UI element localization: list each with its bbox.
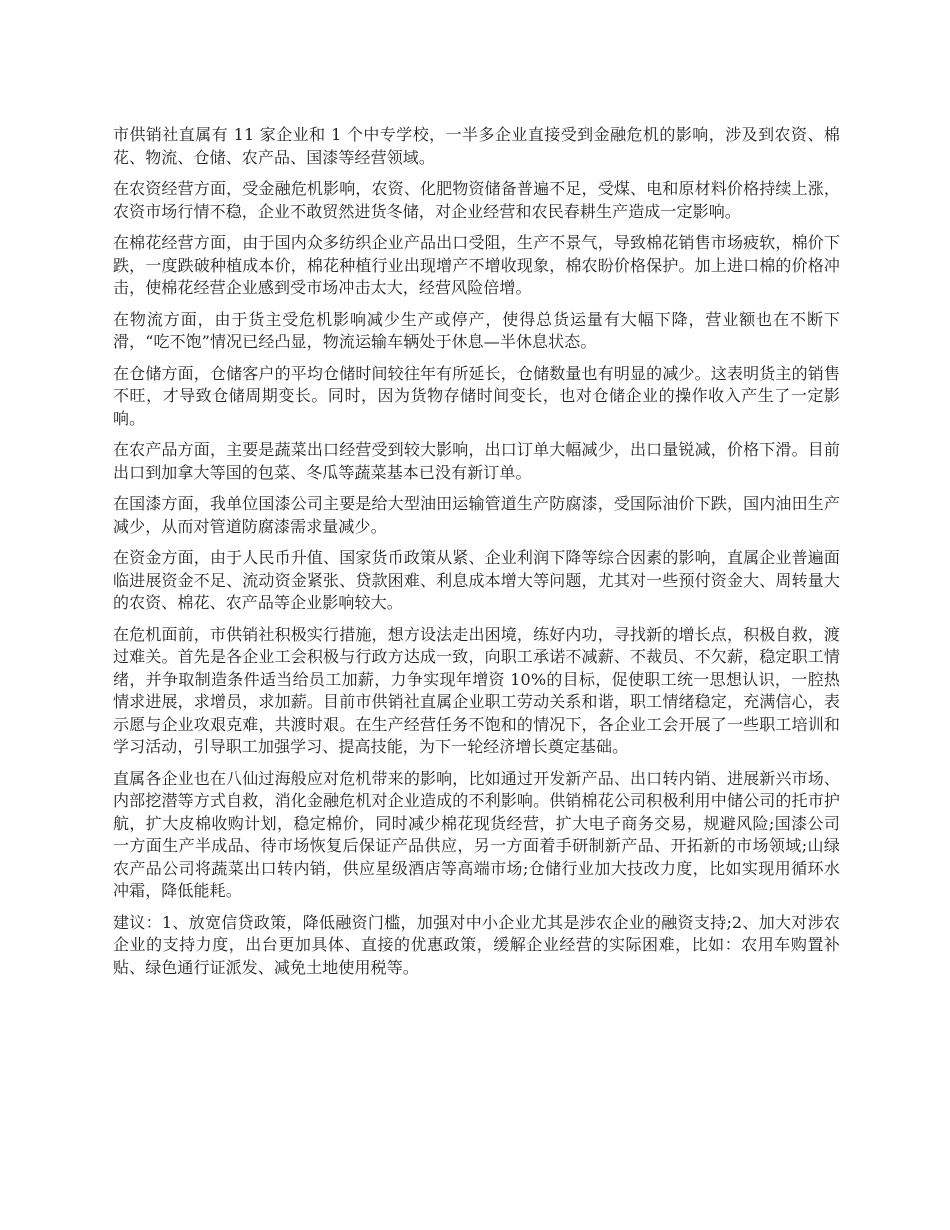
paragraph-logistics: 在物流方面，由于货主受危机影响减少生产或停产，使得总货运量有大幅下降，营业额也在不断下滑，“吃不饱”情况已经凸显，物流运输车辆处于休息—半休息状态。 [113, 309, 840, 351]
paragraph-funding: 在资金方面，由于人民币升值、国家货币政策从紧、企业利润下降等综合因素的影响，直属企业普遍面临进展资金不足、流动资金紧张、贷款困难、利息成本增大等问题，尤其对一些预付资金大、周转量大的农资、棉花、农产品等企业影响较大。 [113, 548, 840, 612]
paragraph-enterprise-measures: 直属各企业也在八仙过海般应对危机带来的影响，比如通过开发新产品、出口转内销、进展新兴市场、内部挖潜等方式自救，消化金融危机对企业造成的不利影响。供销棉花公司积极利用中储公司的托市护航，扩大皮棉收购计划，稳定棉价，同时减少棉花现货经营，扩大电子商务交易，规避风险;国漆公司一方面生产半成品、待市场恢复后保证产品供应，另一方面着手研制新产品、开拓新的市场领域;山绿农产品公司将蔬菜出口转内销，供应星级酒店等高端市场;仓储行业加大技改力度，比如实现用循环水冲霜，降低能耗。 [113, 768, 840, 900]
paragraph-crisis-response: 在危机面前，市供销社积极实行措施，想方设法走出困境，练好内功，寻找新的增长点，积极自救，渡过难关。首先是各企业工会积极与行政方达成一致，向职工承诺不减薪、不裁员、不欠薪，稳定职工情绪，并争取制造条件适当给员工加薪，力争实现年增资 10%的目标，促使职工统一思想认识，一腔热情求进展，求增员，求加薪。目前市供销社直属企业职工劳动关系和谐，职工情绪稳定，充满信心，表示愿与企业攻艰克难，共渡时艰。在生产经营任务不饱和的情况下，各企业工会开展了一些职工培训和学习活动，引导职工加强学习、提高技能，为下一轮经济增长奠定基础。 [113, 624, 840, 756]
paragraph-agricultural-supplies: 在农资经营方面，受金融危机影响，农资、化肥物资储备普遍不足，受煤、电和原材料价格持续上涨，农资市场行情不稳，企业不敢贸然进货冬储，对企业经营和农民春耕生产造成一定影响。 [113, 179, 840, 221]
paragraph-warehousing: 在仓储方面，仓储客户的平均仓储时间较往年有所延长，仓储数量也有明显的减少。这表明货主的销售不旺，才导致仓储周期变长。同时，因为货物存储时间变长，也对仓储企业的操作收入产生了一定影响。 [113, 363, 840, 428]
paragraph-cotton: 在棉花经营方面，由于国内众多纺织企业产品出口受阻，生产不景气，导致棉花销售市场疲软，棉价下跌，一度跌破种植成本价，棉花种植行业出现增产不增收现象，棉农盼价格保护。加上进口棉的价格冲击，使棉花经营企业感到受市场冲击太大，经营风险倍增。 [113, 233, 840, 297]
paragraph-overview: 市供销社直属有 11 家企业和 1 个中专学校，一半多企业直接受到金融危机的影响，涉及到农资、棉花、物流、仓储、农产品、国漆等经营领域。 [113, 125, 840, 167]
paragraph-farm-products: 在农产品方面，主要是蔬菜出口经营受到较大影响，出口订单大幅减少，出口量锐减，价格下滑。目前出口到加拿大等国的包菜、冬瓜等蔬菜基本已没有新订单。 [113, 440, 840, 482]
paragraph-lacquer: 在国漆方面，我单位国漆公司主要是给大型油田运输管道生产防腐漆，受国际油价下跌，国内油田生产减少，从而对管道防腐漆需求量减少。 [113, 494, 840, 536]
paragraph-suggestions: 建议：1、放宽信贷政策，降低融资门槛，加强对中小企业尤其是涉农企业的融资支持;2、加大对涉农企业的支持力度，出台更加具体、直接的优惠政策，缓解企业经营的实际困难，比如：农用车购置补贴、绿色通行证派发、减免土地使用税等。 [113, 912, 840, 977]
document-body [113, 124, 840, 988]
